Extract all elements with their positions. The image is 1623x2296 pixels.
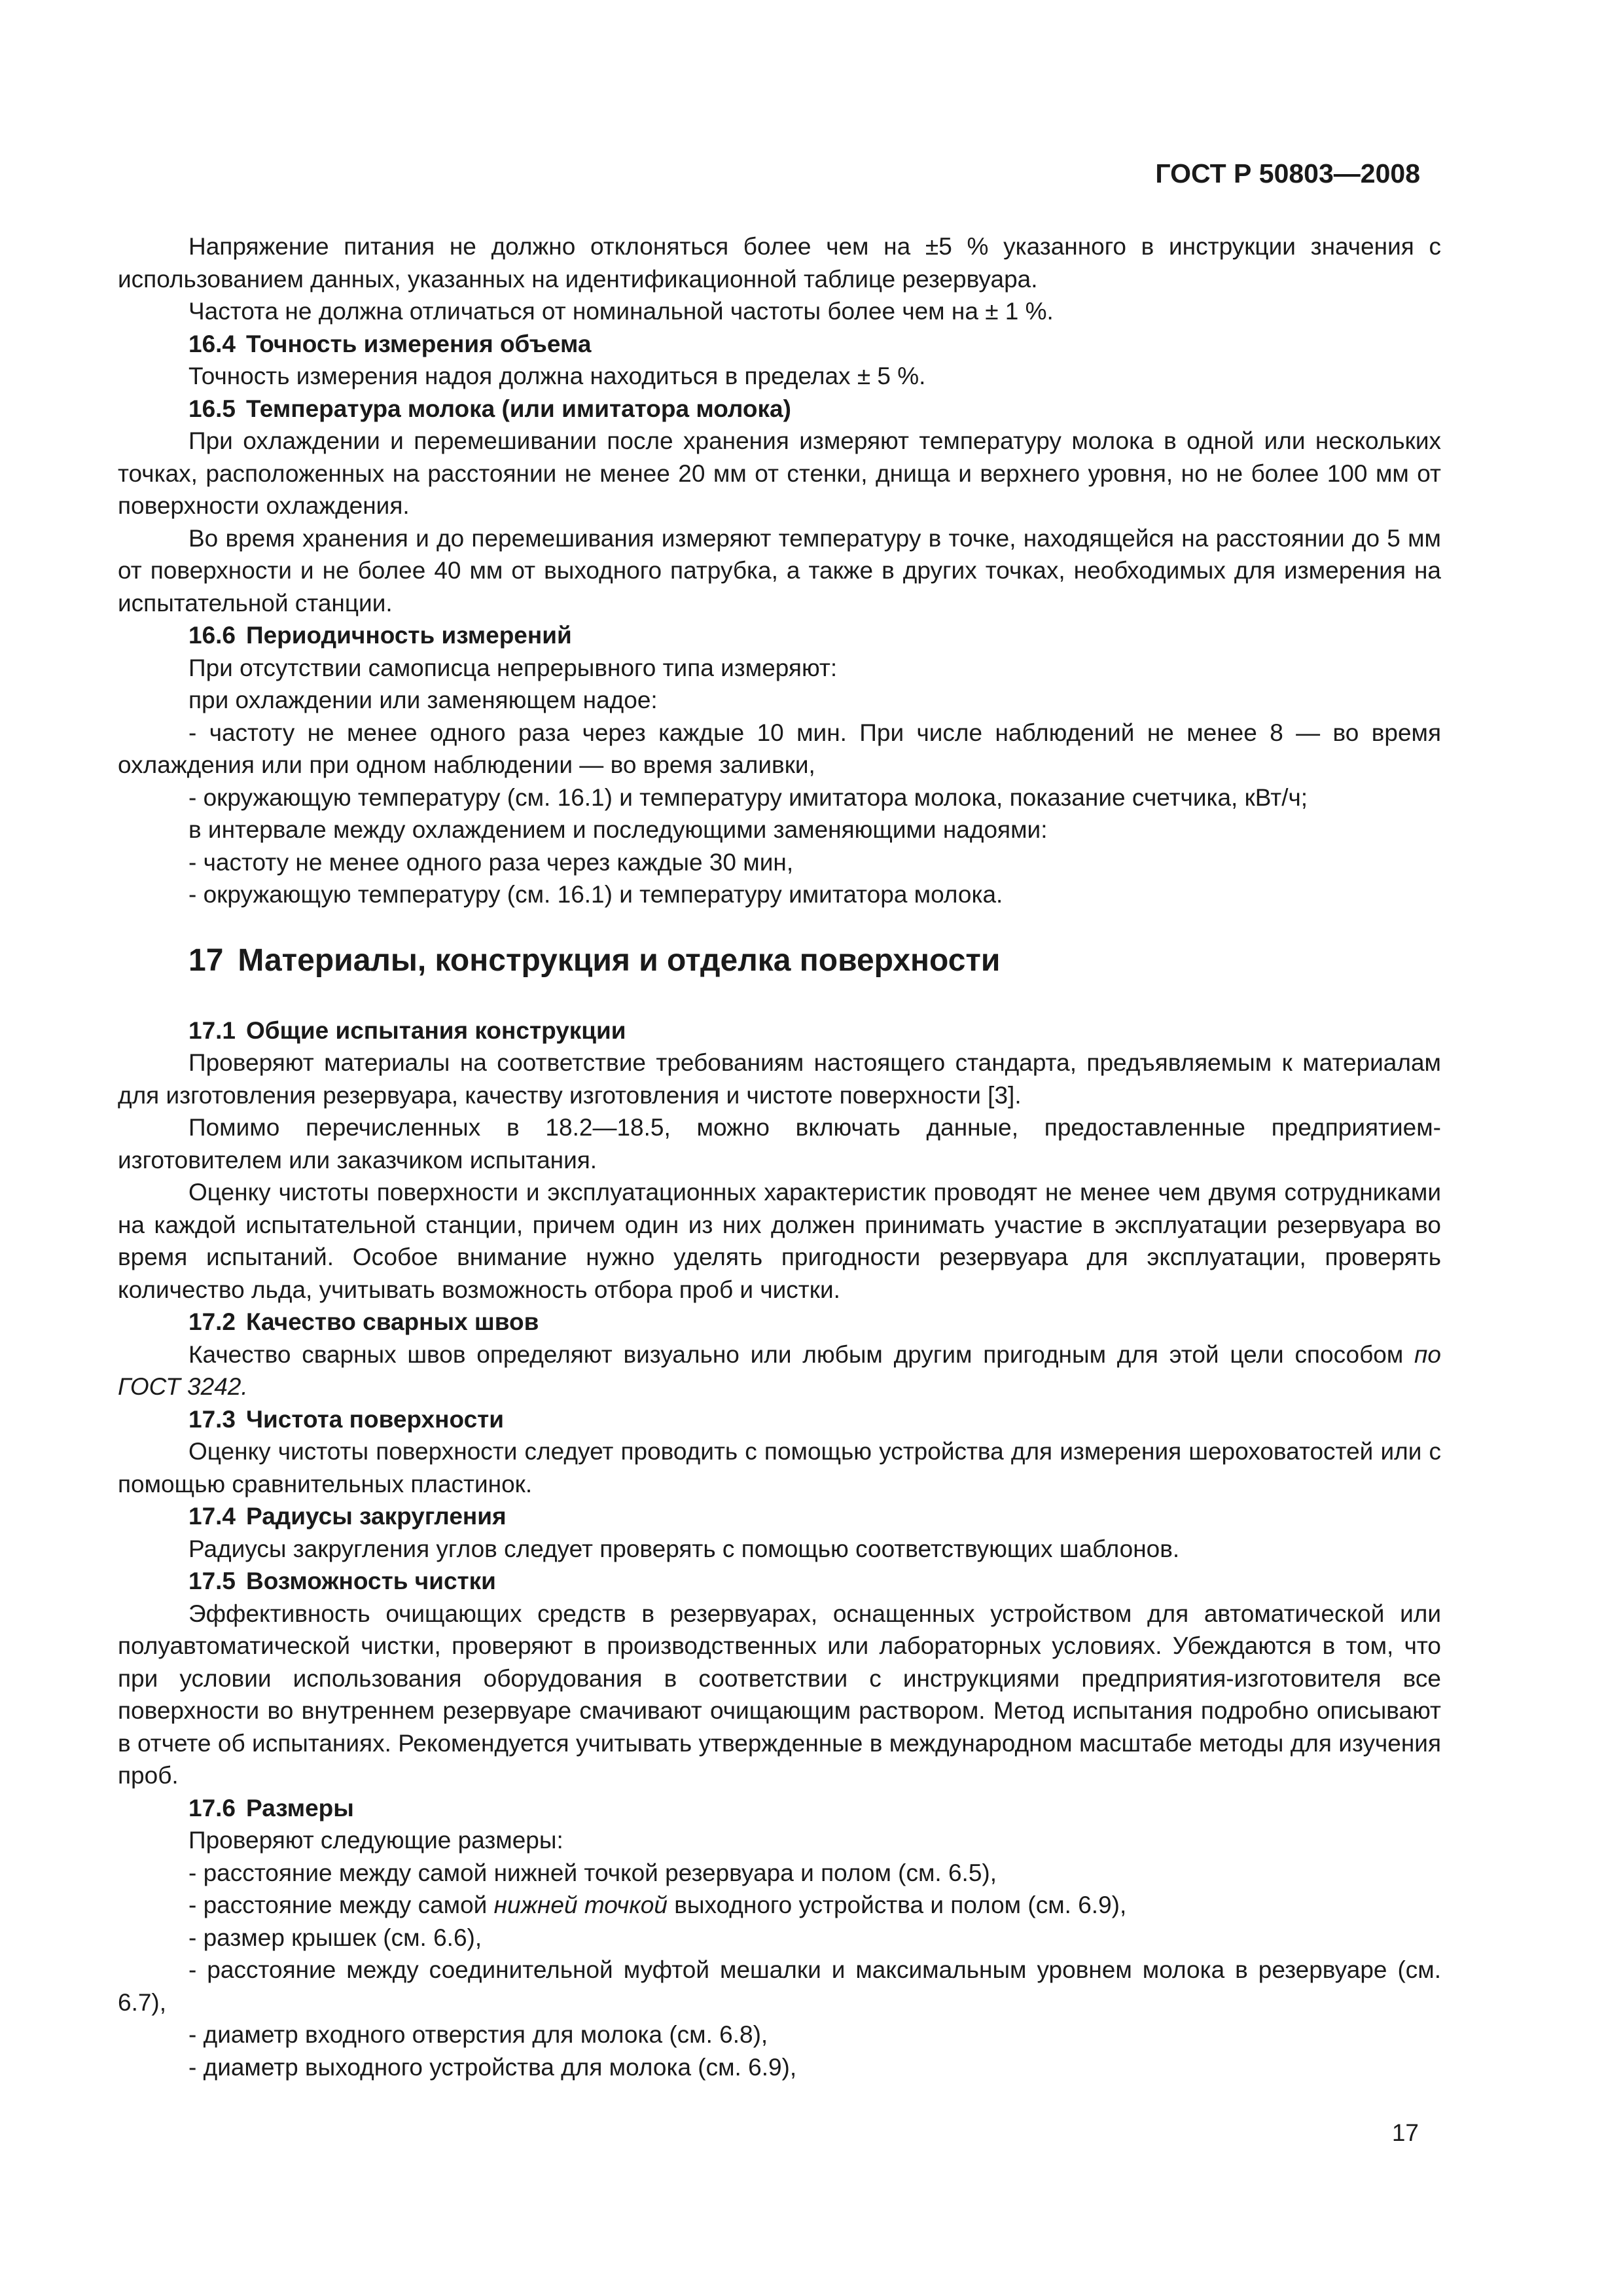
subsection-heading-17-2 — [118, 1306, 1441, 1338]
subsection-number: 16.5 — [188, 395, 236, 422]
subsection-title: Возможность чистки — [246, 1568, 496, 1594]
subsection-number: 17.3 — [188, 1405, 236, 1433]
subsection-title: Общие испытания конструкции — [246, 1016, 626, 1044]
paragraph: Эффективность очищающих средств в резервуарах, оснащенных устройством для автоматической или полуавтоматической чистки, проверяют в производственных или лабораторных условиях. Убеждаются в том, что при условии использования оборудования в соответствии с инструкциями предприятия-изготовителя все поверхности во внутреннем резервуаре смачивают очищающим раствором. Метод испытания подробно описывают в отчете об испытаниях. Рекомендуется учитывать утвержденные в международном масштабе методы для изучения проб. — [118, 1600, 1441, 1789]
list-item: - диаметр выходного устройства для молока (см. 6.9), — [188, 2053, 797, 2081]
subsection-heading-17-1 — [118, 1014, 1441, 1047]
list-item: - расстояние между соединительной муфтой мешалки и максимальным уровнем молока в резервуаре (см. 6.7), — [118, 1956, 1441, 2016]
subsection-title: Качество сварных швов — [246, 1308, 539, 1335]
subsection-number: 16.4 — [188, 330, 236, 357]
paragraph: Частота не должна отличаться от номинальной частоты более чем на ± 1 %. — [188, 298, 1054, 325]
paragraph: в интервале между охлаждением и последующими заменяющими надоями: — [188, 816, 1048, 843]
subsection-heading-17-3 — [118, 1403, 1441, 1436]
list-item: - частоту не менее одного раза через каждые 30 мин, — [188, 848, 794, 876]
paragraph: При охлаждении и перемешивании после хранения измеряют температуру молока в одной или нескольких точках, расположенных на расстоянии не менее 20 мм от стенки, днища и верхнего уровня, но не более 100 мм от поверхности охлаждения. — [118, 427, 1441, 519]
list-item — [118, 1889, 1441, 1922]
list-item: - окружающую температуру (см. 16.1) и температуру имитатора молока. — [188, 881, 1003, 908]
subsection-heading-16-6 — [118, 619, 1441, 652]
subsection-number: 17.2 — [188, 1308, 236, 1335]
paragraph: Напряжение питания не должно отклоняться более чем на ±5 % указанного в инструкции значения с использованием данных, указанных на идентификационной таблице резервуара. — [118, 233, 1441, 293]
subsection-heading-17-6 — [118, 1792, 1441, 1825]
section-number: 17 — [188, 942, 224, 978]
list-item: - частоту не менее одного раза через каждые 10 мин. При числе наблюдений не менее 8 — во время охлаждения или при одном наблюдении — во время заливки, — [118, 719, 1441, 778]
subsection-number: 17.1 — [188, 1016, 236, 1044]
paragraph: Точность измерения надоя должна находиться в пределах ± 5 %. — [188, 363, 926, 389]
list-item: - размер крышек (см. 6.6), — [188, 1924, 482, 1951]
paragraph: Проверяют следующие размеры: — [188, 1827, 563, 1854]
subsection-number: 17.5 — [188, 1568, 236, 1594]
list-item-text: - расстояние между самой — [188, 1892, 494, 1918]
standard-code-header: ГОСТ Р 50803—2008 — [1155, 158, 1420, 188]
paragraph — [118, 1338, 1441, 1403]
subsection-title: Периодичность измерений — [246, 622, 572, 649]
subsection-title: Радиусы закругления — [246, 1503, 507, 1530]
paragraph-text: Качество сварных швов определяют визуально или любым другим пригодным для этой цели способом — [188, 1340, 1415, 1368]
paragraph: при охлаждении или заменяющем надое: — [188, 687, 658, 713]
subsection-number: 17.4 — [188, 1503, 236, 1530]
subsection-heading-16-4 — [118, 328, 1441, 361]
list-item: - окружающую температуру (см. 16.1) и температуру имитатора молока, показание счетчика, кВт/ч; — [188, 783, 1308, 811]
paragraph: Проверяют материалы на соответствие требованиям настоящего стандарта, предъявляемым к материалам для изготовления резервуара, качеству изготовления и чистоте поверхности [3]. — [118, 1049, 1441, 1109]
subsection-number: 16.6 — [188, 622, 236, 649]
paragraph: Помимо перечисленных в 18.2—18.5, можно включать данные, предоставленные предприятием-изготовителем или заказчиком испытания. — [118, 1114, 1441, 1174]
section-title: Материалы, конструкция и отделка поверхности — [238, 942, 1001, 978]
standard-reference: по ГОСТ 3242. — [118, 1340, 1441, 1400]
list-item-emphasis: нижней точкой — [493, 1892, 668, 1918]
paragraph: При отсутствии самописца непрерывного типа измеряют: — [188, 654, 838, 681]
section-heading-17 — [118, 941, 1441, 980]
subsection-heading-16-5 — [118, 393, 1441, 425]
page-content — [118, 230, 1441, 2083]
paragraph: Оценку чистоты поверхности и эксплуатационных характеристик проводят не менее чем двумя сотрудниками на каждой испытательной станции, причем один из них должен принимать участие в эксплуатации резервуара во время испытаний. Особое внимание нужно уделять пригодности резервуара для эксплуатации, проверять количество льда, учитывать возможность отбора проб и чистки. — [118, 1179, 1441, 1303]
paragraph: Оценку чистоты поверхности следует проводить с помощью устройства для измерения шероховатостей или с помощью сравнительных пластинок. — [118, 1438, 1441, 1498]
list-item-text: выходного устройства и полом (см. 6.9), — [667, 1892, 1127, 1918]
subsection-number: 17.6 — [188, 1794, 236, 1821]
subsection-title: Точность измерения объема — [246, 330, 592, 357]
list-item: - расстояние между самой нижней точкой резервуара и полом (см. 6.5), — [188, 1859, 997, 1886]
list-item: - диаметр входного отверстия для молока (см. 6.8), — [188, 2021, 768, 2048]
paragraph: Радиусы закругления углов следует проверять с помощью соответствующих шаблонов. — [188, 1535, 1180, 1562]
paragraph: Во время хранения и до перемешивания измеряют температуру в точке, находящейся на расстоянии до 5 мм от поверхности и не более 40 мм от выходного патрубка, а также в других точках, необходимых для измерения на испытательной станции. — [118, 524, 1441, 617]
subsection-heading-17-4 — [118, 1500, 1441, 1533]
subsection-heading-17-5 — [118, 1565, 1441, 1598]
page-number: 17 — [1391, 2119, 1419, 2146]
subsection-title: Температура молока (или имитатора молока) — [246, 395, 791, 422]
subsection-title: Чистота поверхности — [246, 1405, 505, 1433]
subsection-title: Размеры — [246, 1794, 354, 1821]
